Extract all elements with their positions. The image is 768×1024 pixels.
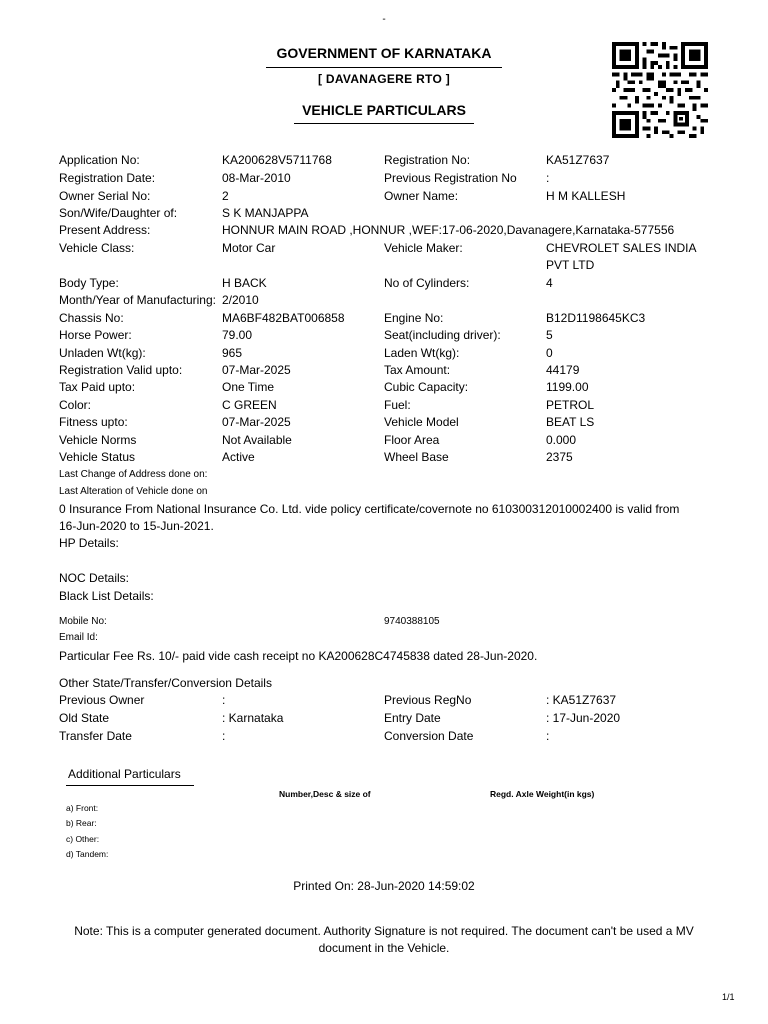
old-state-value: : Karnataka (222, 711, 284, 725)
cubic-capacity-label: Cubic Capacity: (384, 380, 469, 394)
tax-paid-label: Tax Paid upto: (59, 380, 136, 394)
vehicle-model-label: Vehicle Model (384, 415, 459, 429)
application-no-label: Application No: (59, 153, 140, 167)
relation-value: S K MANJAPPA (222, 206, 309, 220)
previous-regno-label: Previous RegNo (384, 693, 472, 707)
body-type-value: H BACK (222, 276, 267, 290)
noc-details: NOC Details: (59, 571, 130, 585)
cylinders-label: No of Cylinders: (384, 276, 470, 290)
present-address-value: HONNUR MAIN ROAD ,HONNUR ,WEF:17-06-2020,Davanagere,Karnataka-577556 (222, 223, 675, 237)
vehicle-norms-label: Vehicle Norms (59, 433, 137, 447)
entry-date-label: Entry Date (384, 711, 441, 725)
page-title: VEHICLE PARTICULARS (302, 102, 466, 118)
registration-date-value: 08-Mar-2010 (222, 171, 291, 185)
vehicle-status-label: Vehicle Status (59, 450, 136, 464)
engine-label: Engine No: (384, 311, 444, 325)
particular-fee: Particular Fee Rs. 10/- paid vide cash receipt no KA200628C4745838 dated 28-Jun-2020. (59, 649, 538, 663)
note-line-1: Note: This is a computer generated document. Authority Signature is not required. The document can't be used a MV (74, 924, 694, 938)
unladen-weight-value: 965 (222, 346, 243, 360)
registration-valid-label: Registration Valid upto: (59, 363, 183, 377)
registration-date-label: Registration Date: (59, 171, 156, 185)
transfer-heading: Other State/Transfer/Conversion Details (59, 676, 272, 690)
conversion-date-label: Conversion Date (384, 729, 474, 743)
previous-registration-value: : (546, 171, 550, 185)
vehicle-maker-value-line2: PVT LTD (546, 258, 595, 272)
vehicle-norms-value: Not Available (222, 433, 292, 447)
floor-area-value: 0.000 (546, 433, 577, 447)
previous-registration-label: Previous Registration No (384, 171, 517, 185)
email-label: Email Id: (59, 632, 98, 643)
fitness-value: 07-Mar-2025 (222, 415, 291, 429)
document-authority-title: GOVERNMENT OF KARNATAKA (276, 45, 492, 61)
unladen-weight-label: Unladen Wt(kg): (59, 346, 146, 360)
fitness-label: Fitness upto: (59, 415, 128, 429)
previous-owner-label: Previous Owner (59, 693, 145, 707)
registration-no-value: KA51Z7637 (546, 153, 610, 167)
transfer-date-label: Transfer Date (59, 729, 132, 743)
other-axle-row: c) Other: (66, 834, 100, 844)
wheel-base-label: Wheel Base (384, 450, 449, 464)
laden-weight-value: 0 (546, 346, 553, 360)
qr-code-icon (612, 42, 708, 138)
owner-serial-value: 2 (222, 189, 229, 203)
additional-heading-underline (66, 785, 194, 786)
manufacturing-value: 2/2010 (222, 293, 259, 307)
mobile-value: 9740388105 (384, 616, 440, 627)
cubic-capacity-value: 1199.00 (546, 380, 589, 394)
horse-power-label: Horse Power: (59, 328, 132, 342)
present-address-label: Present Address: (59, 223, 151, 237)
horse-power-value: 79.00 (222, 328, 253, 342)
page-title-underline (294, 123, 474, 124)
manufacturing-label: Month/Year of Manufacturing: (59, 293, 216, 307)
last-alteration: Last Alteration of Vehicle done on (59, 486, 208, 497)
color-value: C GREEN (222, 398, 277, 412)
chassis-label: Chassis No: (59, 311, 124, 325)
engine-value: B12D1198645KC3 (546, 311, 646, 325)
floor-area-label: Floor Area (384, 433, 440, 447)
fuel-value: PETROL (546, 398, 595, 412)
axle-weight-column: Regd. Axle Weight(in kgs) (490, 789, 595, 799)
body-type-label: Body Type: (59, 276, 119, 290)
rto-name: [ DAVANAGERE RTO ] (317, 72, 451, 86)
rear-axle-row: b) Rear: (66, 818, 97, 828)
title-underline (266, 67, 502, 68)
previous-regno-value: : KA51Z7637 (546, 693, 617, 707)
insurance-line-2: 16-Jun-2020 to 15-Jun-2021. (59, 519, 214, 533)
vehicle-maker-label: Vehicle Maker: (384, 241, 463, 255)
seat-value: 5 (546, 328, 553, 342)
number-desc-column: Number,Desc & size of (279, 789, 371, 799)
vehicle-maker-value-line1: CHEVROLET SALES INDIA (546, 241, 697, 255)
owner-serial-label: Owner Serial No: (59, 189, 151, 203)
black-list-details: Black List Details: (59, 589, 154, 603)
page-number: 1/1 (722, 992, 735, 1002)
transfer-date-value: : (222, 729, 226, 743)
laden-weight-label: Laden Wt(kg): (384, 346, 460, 360)
tax-paid-value: One Time (222, 380, 275, 394)
owner-name-value: H M KALLESH (546, 189, 626, 203)
previous-owner-value: : (222, 693, 226, 707)
color-label: Color: (59, 398, 92, 412)
vehicle-class-label: Vehicle Class: (59, 241, 135, 255)
tax-amount-value: 44179 (546, 363, 580, 377)
application-no-value: KA200628V5711768 (222, 153, 332, 167)
vehicle-status-value: Active (222, 450, 255, 464)
note-line-2: document in the Vehicle. (318, 941, 450, 955)
vehicle-model-value: BEAT LS (546, 415, 595, 429)
wheel-base-value: 2375 (546, 450, 573, 464)
conversion-date-value: : (546, 729, 550, 743)
owner-name-label: Owner Name: (384, 189, 459, 203)
registration-no-label: Registration No: (384, 153, 471, 167)
relation-label: Son/Wife/Daughter of: (59, 206, 178, 220)
tandem-axle-row: d) Tandem: (66, 849, 109, 859)
printed-on: Printed On: 28-Jun-2020 14:59:02 (293, 879, 475, 893)
registration-valid-value: 07-Mar-2025 (222, 363, 291, 377)
entry-date-value: : 17-Jun-2020 (546, 711, 621, 725)
tax-amount-label: Tax Amount: (384, 363, 451, 377)
additional-particulars-heading: Additional Particulars (68, 767, 181, 781)
insurance-line-1: 0 Insurance From National Insurance Co. Ltd. vide policy certificate/covernote no 610300312010002400 is valid from (59, 502, 680, 516)
last-address-change: Last Change of Address done on: (59, 469, 208, 480)
hp-details: HP Details: (59, 536, 119, 550)
vehicle-class-value: Motor Car (222, 241, 276, 255)
seat-label: Seat(including driver): (384, 328, 501, 342)
old-state-label: Old State (59, 711, 110, 725)
mobile-label: Mobile No: (59, 616, 107, 627)
cylinders-value: 4 (546, 276, 553, 290)
chassis-value: MA6BF482BAT006858 (222, 311, 345, 325)
fuel-label: Fuel: (384, 398, 411, 412)
front-axle-row: a) Front: (66, 803, 99, 813)
header-dash: - (382, 14, 386, 25)
